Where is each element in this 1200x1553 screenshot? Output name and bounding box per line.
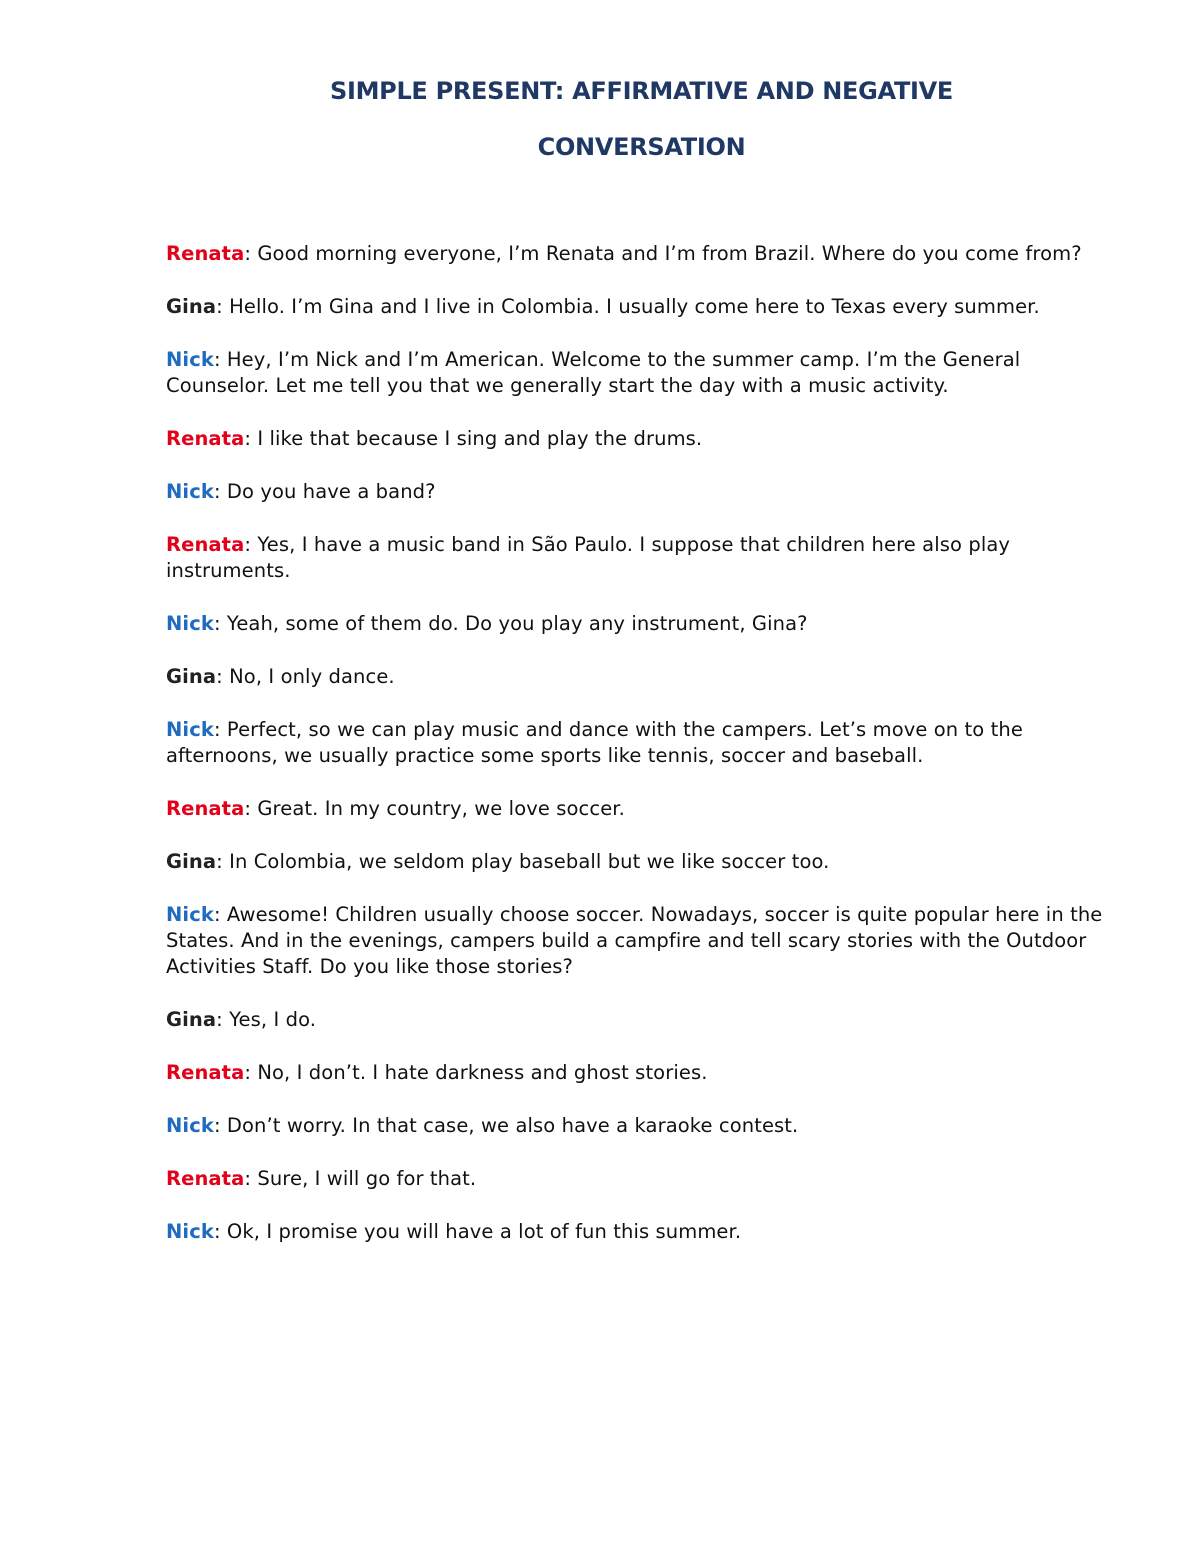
dialogue-text: : Good morning everyone, I’m Renata and I’m from Brazil. Where do you come from?: [244, 242, 1082, 265]
dialogue-line: [166, 902, 1126, 980]
dialogue-text: : Perfect, so we can play music and dance with the campers. Let’s move on to the afternoons, we usually practice some sports like tennis, soccer and baseball.: [166, 718, 1023, 767]
dialogue-line: [166, 479, 1126, 505]
dialogue-text: : Do you have a band?: [213, 480, 436, 503]
conversation: [166, 241, 1126, 1272]
speaker-name: Renata: [166, 797, 245, 820]
dialogue-text: : Ok, I promise you will have a lot of fun this summer.: [213, 1220, 742, 1243]
dialogue-line: [166, 717, 1126, 769]
speaker-name: Nick: [166, 348, 214, 371]
dialogue-text: : Yes, I do.: [216, 1008, 317, 1031]
document-subtitle: CONVERSATION: [537, 133, 746, 161]
speaker-name: Gina: [166, 295, 217, 318]
dialogue-text: : Sure, I will go for that.: [244, 1167, 477, 1190]
speaker-name: Nick: [166, 1114, 214, 1137]
document-title: SIMPLE PRESENT: AFFIRMATIVE AND NEGATIVE: [329, 77, 954, 105]
dialogue-line: [166, 241, 1126, 267]
dialogue-line: [166, 1219, 1126, 1245]
dialogue-line: [166, 611, 1126, 637]
speaker-name: Renata: [166, 533, 245, 556]
dialogue-line: [166, 1060, 1126, 1086]
speaker-name: Renata: [166, 242, 245, 265]
dialogue-text: : Hello. I’m Gina and I live in Colombia. I usually come here to Texas every summer.: [216, 295, 1040, 318]
dialogue-line: [166, 796, 1126, 822]
dialogue-line: [166, 294, 1126, 320]
dialogue-text: : Hey, I’m Nick and I’m American. Welcome to the summer camp. I’m the General Counselor. Let me tell you that we generally start the day with a music activity.: [166, 348, 1021, 397]
speaker-name: Nick: [166, 612, 214, 635]
dialogue-line: [166, 426, 1126, 452]
speaker-name: Gina: [166, 850, 217, 873]
speaker-name: Renata: [166, 1061, 245, 1084]
dialogue-text: : In Colombia, we seldom play baseball but we like soccer too.: [216, 850, 830, 873]
dialogue-line: [166, 532, 1126, 584]
dialogue-line: [166, 664, 1126, 690]
dialogue-line: [166, 1166, 1126, 1192]
dialogue-text: : Yes, I have a music band in São Paulo. I suppose that children here also play instruments.: [166, 533, 1011, 582]
dialogue-text: : I like that because I sing and play the drums.: [244, 427, 703, 450]
speaker-name: Nick: [166, 718, 214, 741]
speaker-name: Gina: [166, 665, 217, 688]
dialogue-line: [166, 1007, 1126, 1033]
speaker-name: Renata: [166, 427, 245, 450]
dialogue-line: [166, 1113, 1126, 1139]
dialogue-text: : No, I only dance.: [216, 665, 395, 688]
dialogue-line: [166, 849, 1126, 875]
dialogue-text: : Awesome! Children usually choose soccer. Nowadays, soccer is quite popular here in the States. And in the evenings, campers build a campfire and tell scary stories with the Outdoor Activities Staff. Do you like those stories?: [166, 903, 1103, 978]
dialogue-text: : Don’t worry. In that case, we also have a karaoke contest.: [213, 1114, 799, 1137]
speaker-name: Nick: [166, 1220, 214, 1243]
dialogue-text: : Yeah, some of them do. Do you play any instrument, Gina?: [213, 612, 808, 635]
speaker-name: Nick: [166, 480, 214, 503]
dialogue-text: : Great. In my country, we love soccer.: [244, 797, 625, 820]
speaker-name: Renata: [166, 1167, 245, 1190]
dialogue-text: : No, I don’t. I hate darkness and ghost stories.: [244, 1061, 708, 1084]
dialogue-line: [166, 347, 1126, 399]
speaker-name: Nick: [166, 903, 214, 926]
speaker-name: Gina: [166, 1008, 217, 1031]
